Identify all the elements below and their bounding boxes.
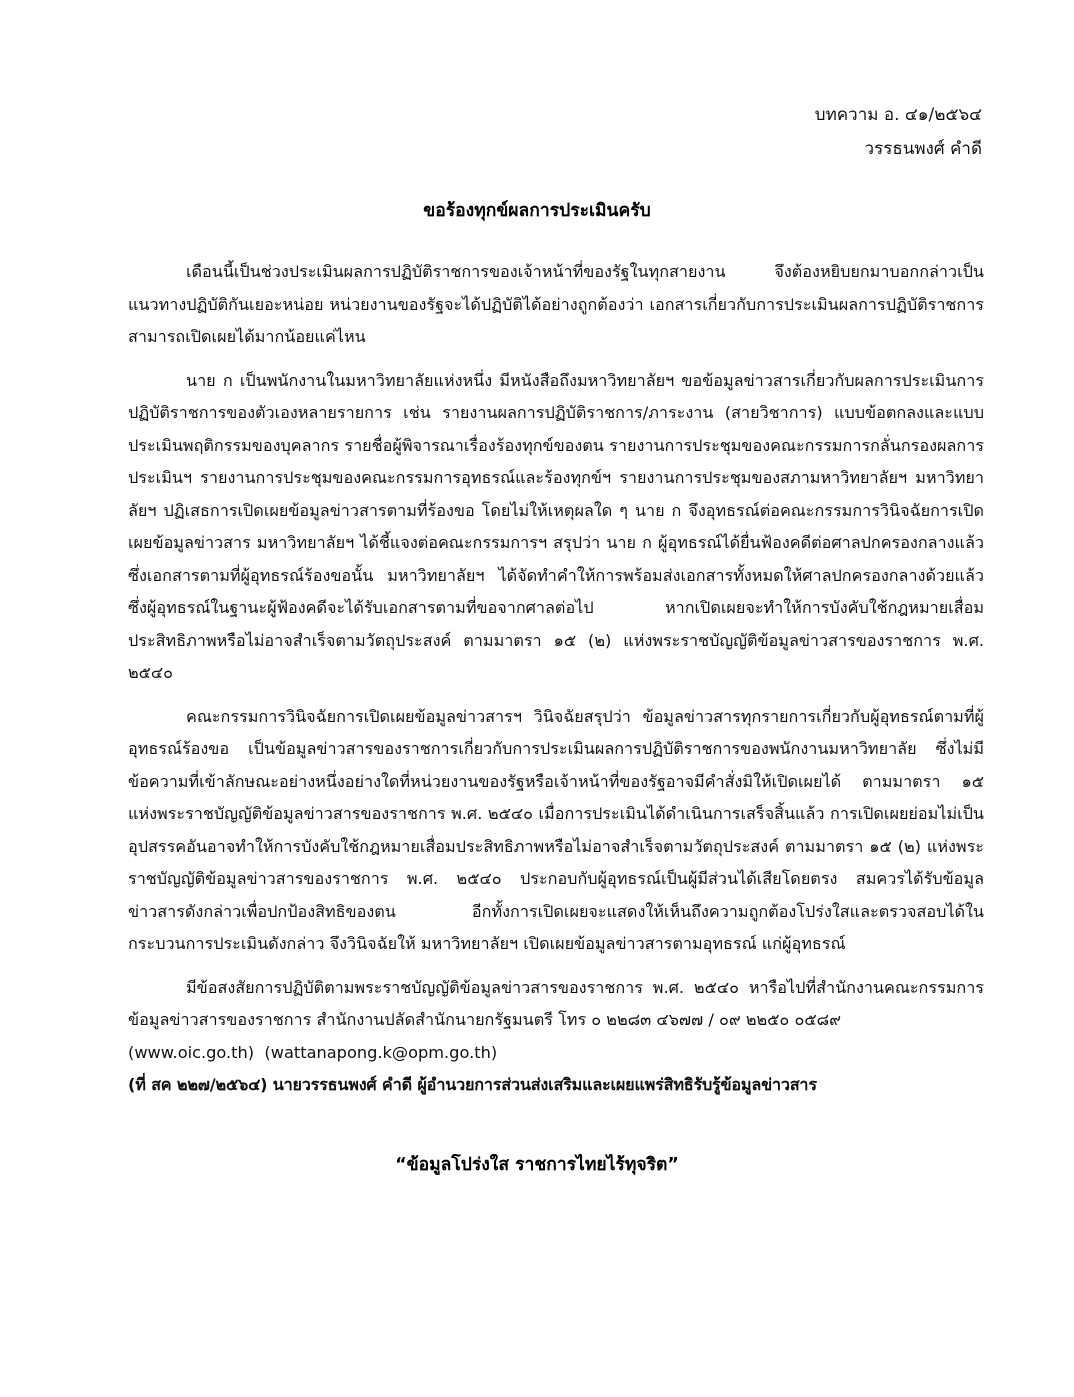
document-reference: (ที่ สค ๒๒๗/๒๕๖๔) นายวรรธนพงศ์ คำดี ผู้อำนวยการส่วนส่งเสริมและเผยแพร่สิทธิรับรู้ข้อมูลข่าวสาร (128, 1075, 817, 1094)
paragraph-ruling: คณะกรรมการวินิจฉัยการเปิดเผยข้อมูลข่าวสารฯ วินิจฉัยสรุปว่า ข้อมูลข่าวสารทุกรายการเกี่ยวกับผู้อุทธรณ์ตามที่ผู้อุทธรณ์ร้องขอ เป็นข้อมูลข่าวสารของราชการเกี่ยวกับการประเมินผลการปฏิบัติราชการของพนักงานมหาวิทยาลัย ซึ่งไม่มีข้อความที่เข้าลักษณะอย่างหนึ่งอย่างใดที่หน่วยงานของรัฐหรือเจ้าหน้าที่ของรัฐอาจมีคำสั่งมิให้เปิดเผยได้ ตามมาตรา ๑๕ แห่งพระราชบัญญัติข้อมูลข่าวสารของราชการ พ.ศ. ๒๕๔๐ เมื่อการประเมินได้ดำเนินการเสร็จสิ้นแล้ว การเปิดเผยย่อมไม่เป็นอุปสรรคอันอาจทำให้การบังคับใช้กฎหมายเสื่อมประสิทธิภาพหรือไม่อาจสำเร็จตามวัตถุประสงค์ ตามมาตรา ๑๕ (๒) แห่งพระราชบัญญัติข้อมูลข่าวสารของราชการ พ.ศ. ๒๕๔๐ ประกอบกับผู้อุทธรณ์เป็นผู้มีส่วนได้เสียโดยตรง สมควรได้รับข้อมูลข่าวสารดังกล่าวเพื่อปกป้องสิทธิของตน อีกทั้งการเปิดเผยจะแสดงให้เห็นถึงความถูกต้องโปร่งใสและตรวจสอบได้ในกระบวนการประเมินดังกล่าว จึงวินิจฉัยให้ มหาวิทยาลัยฯ เปิดเผยข้อมูลข่าวสารตามอุทธรณ์ แก่ผู้อุทธรณ์ (128, 706, 984, 953)
contact-links (128, 1037, 984, 1070)
slogan: “ข้อมูลโปร่งใส ราชการไทยไร้ทุจริต” (395, 1155, 679, 1175)
article-header (815, 98, 982, 166)
article-body (128, 256, 984, 1102)
website-link[interactable]: (www.oic.go.th) (128, 1042, 255, 1062)
article-number: บทความ อ. ๔๑/๒๕๖๔ (814, 105, 982, 125)
paragraph-case: นาย ก เป็นพนักงานในมหาวิทยาลัยแห่งหนึ่ง มีหนังสือถึงมหาวิทยาลัยฯ ขอข้อมูลข่าวสารเกี่ยวกับผลการประเมินการปฏิบัติราชการของตัวเองหลายรายการ เช่น รายงานผลการปฏิบัติราชการ/ภาระงาน (สายวิชาการ) แบบข้อตกลงและแบบประเมินพฤติกรรมของบุคลากร รายชื่อผู้พิจารณาเรื่องร้องทุกข์ของตน รายงานการประชุมของคณะกรรมการกลั่นกรองผลการประเมินฯ รายงานการประชุมของคณะกรรมการอุทธรณ์และร้องทุกข์ฯ รายงานการประชุมของสภามหาวิทยาลัยฯ มหาวิทยาลัยฯ ปฏิเสธการเปิดเผยข้อมูลข่าวสารตามที่ร้องขอ โดยไม่ให้เหตุผลใด ๆ นาย ก จึงอุทธรณ์ต่อคณะกรรมการวินิจฉัยการเปิดเผยข้อมูลข่าวสาร มหาวิทยาลัยฯ ได้ชี้แจงต่อคณะกรรมการฯ สรุปว่า นาย ก ผู้อุทธรณ์ได้ยื่นฟ้องคดีต่อศาลปกครองกลางแล้ว ซึ่งเอกสารตามที่ผู้อุทธรณ์ร้องขอนั้น มหาวิทยาลัยฯ ได้จัดทำคำให้การพร้อมส่งเอกสารทั้งหมดให้ศาลปกครองกลางด้วยแล้ว ซึ่งผู้อุทธรณ์ในฐานะผู้ฟ้องคดีจะได้รับเอกสารตามที่ขอจากศาลต่อไป หากเปิดเผยจะทำให้การบังคับใช้กฎหมายเสื่อมประสิทธิภาพหรือไม่อาจสำเร็จตามวัตถุประสงค์ ตามมาตรา ๑๕ (๒) แห่งพระราชบัญญัติข้อมูลข่าวสารของราชการ พ.ศ. ๒๕๔๐ (128, 370, 984, 682)
article-title: ขอร้องทุกข์ผลการประเมินครับ (423, 201, 651, 221)
contact-info: มีข้อสงสัยการปฏิบัติตามพระราชบัญญัติข้อมูลข่าวสารของราชการ พ.ศ. ๒๕๔๐ หารือไปที่สำนักงานคณะกรรมการข้อมูลข่าวสารของราชการ สำนักงานปลัดสำนักนายกรัฐมนตรี โทร ๐ ๒๒๘๓ ๔๖๗๗ / ๐๙ ๒๒๕๐ ๐๕๘๙ (128, 977, 984, 1029)
paragraph-intro: เดือนนี้เป็นช่วงประเมินผลการปฏิบัติราชการของเจ้าหน้าที่ของรัฐในทุกสายงาน จึงต้องหยิบยกมาบอกกล่าวเป็นแนวทางปฏิบัติกันเยอะหน่อย หน่วยงานของรัฐจะได้ปฏิบัติได้อย่างถูกต้องว่า เอกสารเกี่ยวกับการประเมินผลการปฏิบัติราชการสามารถเปิดเผยได้มากน้อยแค่ไหน (128, 262, 984, 346)
author-name: วรรธนพงศ์ คำดี (864, 139, 982, 159)
email-link[interactable]: (wattanapong.k@opm.go.th) (264, 1042, 498, 1062)
